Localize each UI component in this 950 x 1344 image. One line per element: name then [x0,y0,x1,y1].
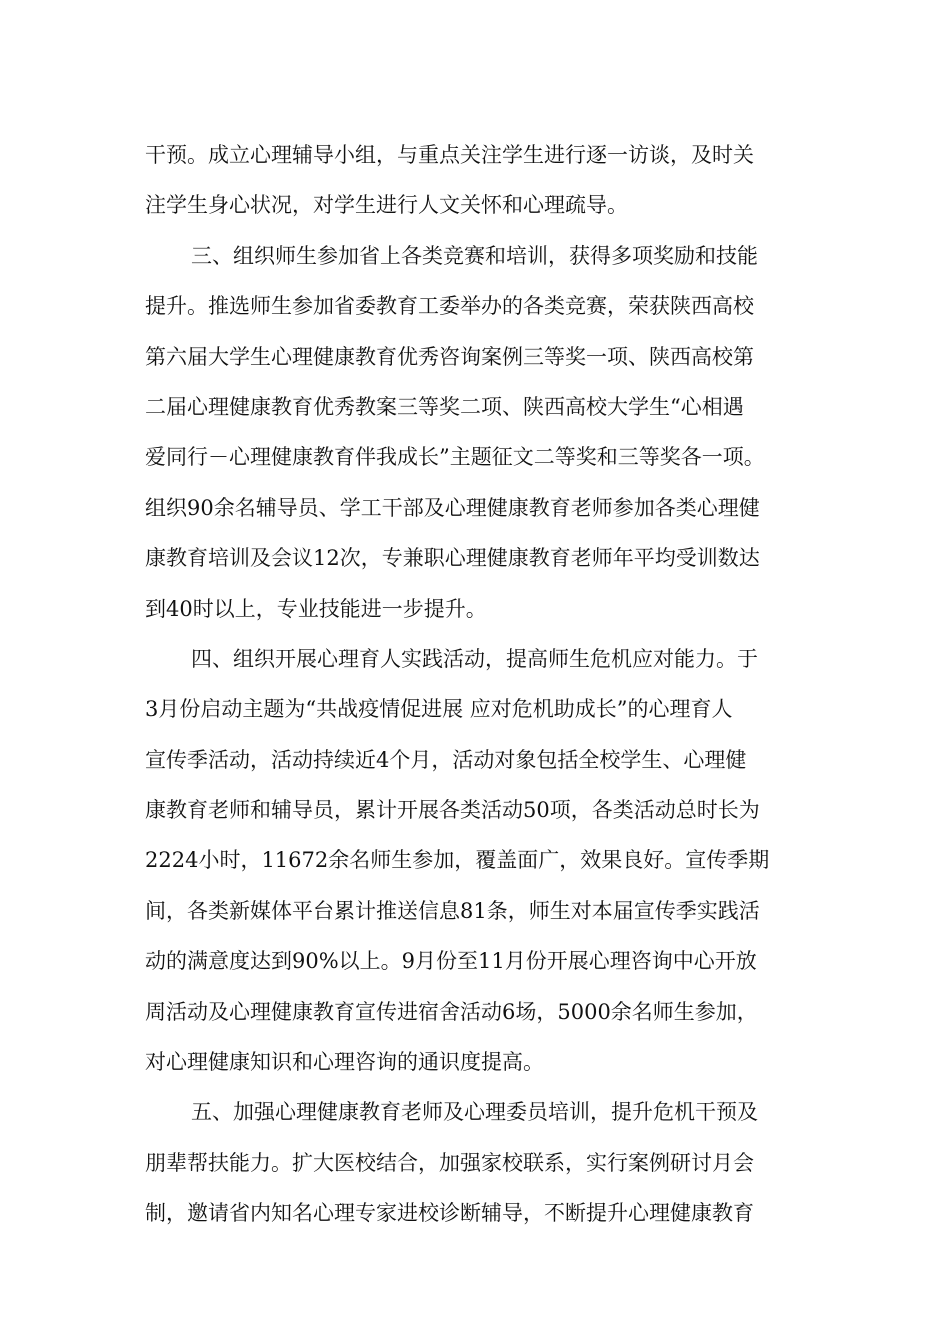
text-line: 制，邀请省内知名心理专家进校诊断辅导，不断提升心理健康教育 [145,1201,754,1226]
text-line: 朋辈帮扶能力。扩大医校结合，加强家校联系，实行案例研讨月会 [145,1150,754,1175]
text-line: 3月份启动主题为“共战疫情促进展 应对危机助成长”的心理育人 [145,697,733,722]
text-line: 宣传季活动，活动持续近4个月，活动对象包括全校学生、心理健 [145,747,747,772]
text-line: 提升。推选师生参加省委教育工委举办的各类竞赛，荣获陕西高校 [145,294,754,319]
text-line: 第六届大学生心理健康教育优秀咨询案例三等奖一项、陕西高校第 [145,344,754,369]
text-line: 周活动及心理健康教育宣传进宿舍活动6场，5000余名师生参加， [145,999,758,1024]
paragraph-p1-cont [145,130,835,231]
text-line: 对心理健康知识和心理咨询的通识度提高。 [145,1050,544,1075]
text-line: 四、组织开展心理育人实践活动，提高师生危机应对能力。于 [191,646,758,671]
text-line: 间，各类新媒体平台累计推送信息81条，师生对本届宣传季实践活 [145,898,760,923]
text-line: 康教育培训及会议12次，专兼职心理健康教育老师年平均受训数达 [145,546,760,571]
text-line: 到40时以上，专业技能进一步提升。 [145,596,487,621]
text-line: 2224小时，11672余名师生参加，覆盖面广，效果良好。宣传季期 [145,848,770,873]
paragraph-p3 [145,231,835,634]
document-body [145,130,835,1239]
text-line: 爱同行－心理健康教育伴我成长”主题征文二等奖和三等奖各一项。 [145,445,765,470]
paragraph-p5 [145,1087,835,1238]
paragraph-p4 [145,634,835,1088]
text-line: 三、组织师生参加省上各类竞赛和培训，获得多项奖励和技能 [191,243,758,268]
text-line: 动的满意度达到90%以上。9月份至11月份开展心理咨询中心开放 [145,949,757,974]
text-line: 干预。成立心理辅导小组，与重点关注学生进行逐一访谈，及时关 [145,143,754,167]
text-line: 五、加强心理健康教育老师及心理委员培训，提升危机干预及 [191,1100,758,1125]
text-line: 康教育老师和辅导员，累计开展各类活动50项，各类活动总时长为 [145,798,760,823]
text-line: 二届心理健康教育优秀教案三等奖二项、陕西高校大学生“心相遇 [145,394,744,419]
text-line: 组织90余名辅导员、学工干部及心理健康教育老师参加各类心理健 [145,495,760,520]
text-line: 注学生身心状况，对学生进行人文关怀和心理疏导。 [145,193,628,218]
